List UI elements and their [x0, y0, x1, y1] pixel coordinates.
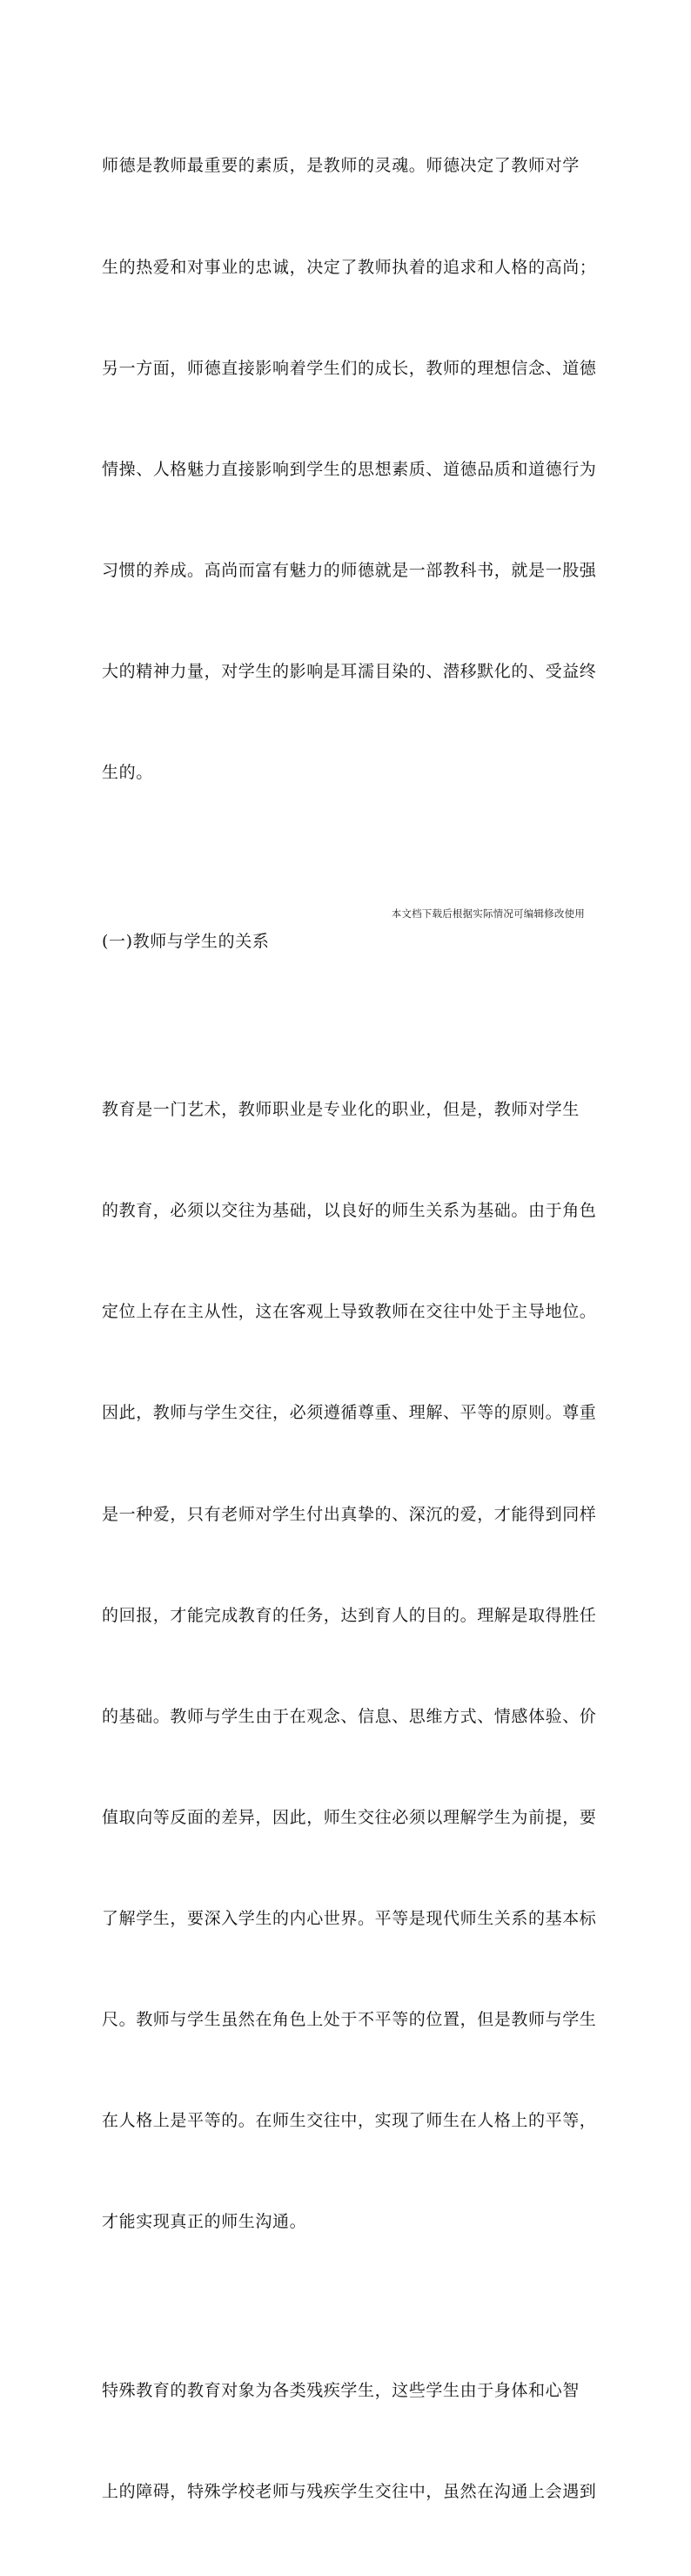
text-line: 的基础。教师与学生由于在观念、信息、思维方式、情感体验、价	[102, 1706, 597, 1726]
text-line: 情操、人格魅力直接影响到学生的思想素质、道德品质和道德行为	[102, 459, 597, 479]
text-line: 是一种爱，只有老师对学生付出真挚的、深沉的爱，才能得到同样	[102, 1504, 597, 1524]
text-line: 教育是一门艺术，教师职业是专业化的职业，但是，教师对学生	[102, 1100, 580, 1120]
text-line: 尺。教师与学生虽然在角色上处于不平等的位置，但是教师与学生	[102, 2010, 597, 2030]
paragraph-relationship	[102, 1026, 597, 2307]
text-line: 了解学生，要深入学生的内心世界。平等是现代师生关系的基本标	[102, 1908, 597, 1928]
text-line: 的回报，才能完成教育的任务，达到育人的目的。理解是取得胜任	[102, 1605, 597, 1625]
text-line: 生的。	[102, 763, 153, 783]
footer-note: 本文档下载后根据实际情况可编辑修改使用	[391, 907, 585, 920]
text-line: 在人格上是平等的。在师生交往中，实现了师生在人格上的平等，	[102, 2111, 597, 2131]
text-line: 因此，教师与学生交往，必须遵循尊重、理解、平等的原则。尊重	[102, 1403, 597, 1423]
text-line: 师德是教师最重要的素质，是教师的灵魂。师德决定了教师对学	[102, 156, 580, 176]
text-line: 才能实现真正的师生沟通。	[102, 2212, 307, 2232]
document-body	[102, 82, 597, 2576]
text-line: 另一方面，师德直接影响着学生们的成长，教师的理想信念、道德	[102, 358, 597, 378]
text-line: 习惯的养成。高尚而富有魅力的师德就是一部教科书，就是一股强	[102, 560, 597, 580]
paragraph-special-education	[102, 2306, 597, 2576]
text-line: 生的热爱和对事业的忠诚，决定了教师执着的追求和人格的高尚；	[102, 257, 597, 277]
text-line: 的教育，必须以交往为基础，以良好的师生关系为基础。由于角色	[102, 1201, 597, 1221]
section-heading	[102, 857, 579, 1026]
text-line: 值取向等反面的差异，因此，师生交往必须以理解学生为前提，要	[102, 1807, 597, 1827]
heading-line: (一)教师与学生的关系	[102, 931, 270, 951]
text-line: 大的精神力量，对学生的影响是耳濡目染的、潜移默化的、受益终	[102, 661, 597, 681]
text-line: 特殊教育的教育对象为各类残疾学生，这些学生由于身体和心智	[102, 2380, 580, 2400]
paragraph-intro	[102, 82, 597, 857]
text-line: 上的障碍，特殊学校老师与残疾学生交往中，虽然在沟通上会遇到	[102, 2481, 597, 2501]
text-line: 定位上存在主从性，这在客观上导致教师在交往中处于主导地位。	[102, 1302, 597, 1322]
